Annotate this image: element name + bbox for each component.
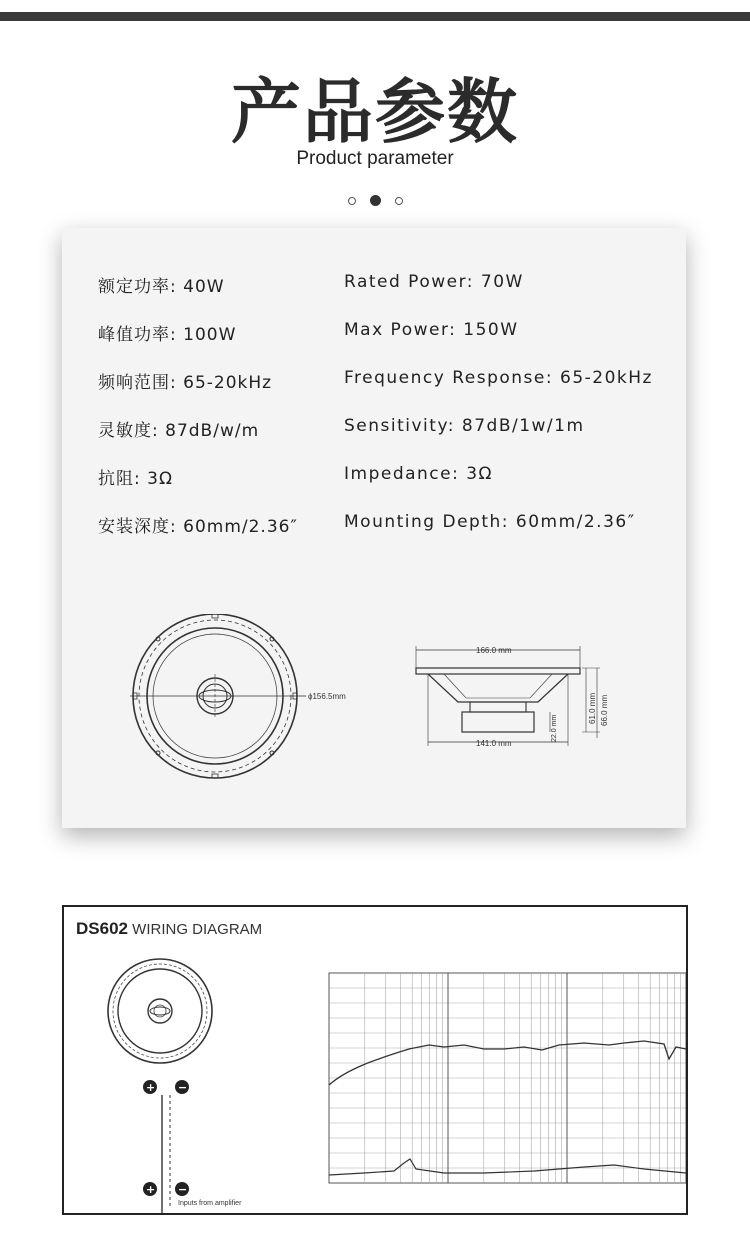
wiring-label: WIRING DIAGRAM [132,921,263,938]
spec-row-rated-power [98,272,678,302]
carousel-dot-2[interactable] [370,195,381,206]
spec-en: Sensitivity: 87dB/1w/1m [344,416,585,436]
spec-card [62,228,686,828]
spec-en: Impedance: 3Ω [344,464,494,484]
side-width-bottom-label: 141.0 mm [476,739,512,748]
speaker-side-drawing [414,638,664,758]
speaker-icon [108,959,212,1063]
side-width-top-label: 166.0 mm [476,646,512,655]
speaker-front-drawing [130,614,350,784]
spec-cn: 频响范围: 65-20kHz [98,373,273,393]
magnet-height-label: 22.0 mm [551,714,558,742]
response-graph [329,973,686,1183]
spec-row-frequency [98,368,678,398]
amp-plus-symbol: + [146,1183,156,1196]
spec-cn: 安装深度: 60mm/2.36″ [98,517,298,537]
spec-en: Frequency Response: 65-20kHz [344,368,653,388]
spec-row-impedance [98,464,678,494]
spec-cn: 峰值功率: 100W [98,325,237,345]
front-diameter-label: ϕ156.5mm [308,692,346,701]
spec-row-mounting-depth [98,512,678,542]
amp-minus-symbol: − [178,1183,188,1196]
plus-terminal-symbol: + [146,1081,156,1094]
wiring-graphic [64,907,686,1213]
page-title: 产品参数 [231,71,519,153]
carousel-indicator [0,190,750,209]
depth-61-label: 61.0 mm [588,692,597,724]
spec-cn: 抗阻: 3Ω [98,469,173,489]
depth-66-label: 66.0 mm [600,694,609,726]
spec-en: Rated Power: 70W [344,272,524,292]
carousel-dot-1[interactable] [348,197,356,205]
amp-note: Inputs from amplifier [178,1200,242,1207]
carousel-dot-3[interactable] [395,197,403,205]
spec-en: Max Power: 150W [344,320,519,340]
page-subtitle: Product parameter [296,148,454,169]
wiring-model: DS602 [76,919,128,938]
spec-cn: 灵敏度: 87dB/w/m [98,421,260,441]
spec-row-sensitivity [98,416,678,446]
wiring-diagram-panel [62,905,688,1215]
minus-terminal-symbol: − [178,1081,188,1094]
top-bar [0,12,750,21]
spec-row-max-power [98,320,678,350]
spec-cn: 额定功率: 40W [98,277,225,297]
spec-en: Mounting Depth: 60mm/2.36″ [344,512,636,532]
